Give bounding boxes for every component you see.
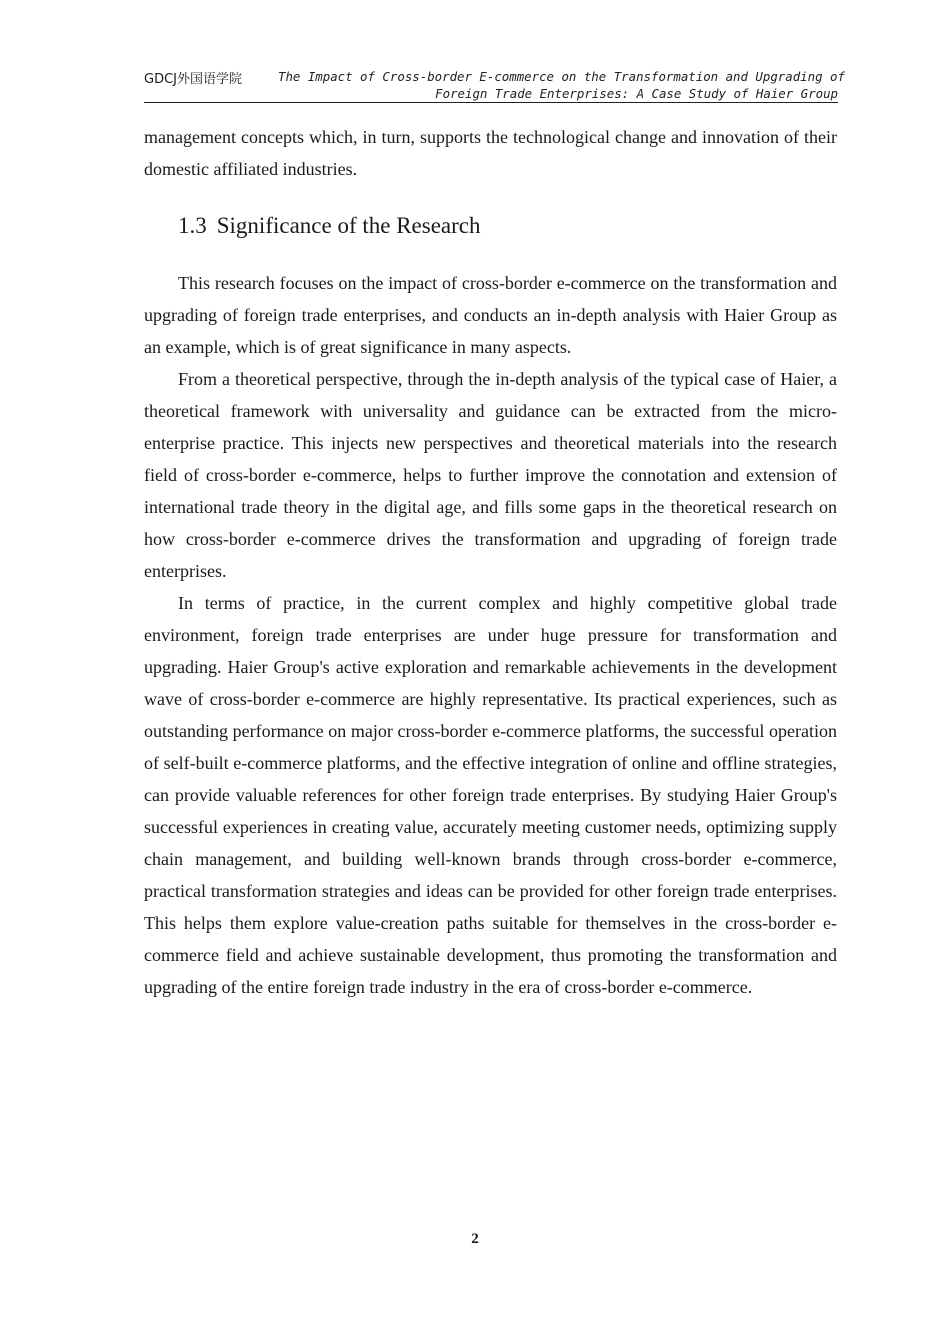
institution-name: GDCJ外国语学院: [144, 72, 242, 87]
section-title: Significance of the Research: [216, 213, 481, 238]
continuation-paragraph: management concepts which, in turn, supports the technological change and innovation of their domestic affiliated industries.: [144, 127, 837, 179]
body-paragraph: In terms of practice, in the current complex and highly competitive global trade environment, foreign trade enterprises are under huge pressure for transformation and upgrading. Haier Group's active exploration and remarkable achievements in the development wave of cross-border e-commerce are highly representative. Its practical experiences, such as outstanding performance on major cross-border e-commerce platforms, the successful operation of self-built e-commerce platforms, and the effective integration of online and offline strategies, can provide valuable references for other foreign trade enterprises. By studying Haier Group's successful experiences in creating value, accurately meeting customer needs, optimizing supply chain management, and building well-known brands through cross-border e-commerce, practical transformation strategies and ideas can be provided for other foreign trade enterprises. This helps them explore value-creation paths suitable for themselves in the cross-border e-commerce field and achieve sustainable development, thus promoting the transformation and upgrading of the entire foreign trade industry in the era of cross-border e-commerce.: [144, 593, 837, 997]
body-paragraph: This research focuses on the impact of cross-border e-commerce on the transformation and upgrading of foreign trade enterprises, and conducts an in-depth analysis with Haier Group as an example, which is of great significance in many aspects.: [144, 273, 837, 357]
running-title: [278, 68, 845, 102]
body-paragraph: From a theoretical perspective, through the in-depth analysis of the typical case of Haier, a theoretical framework with universality and guidance can be extracted from the micro-enterprise practice. This injects new perspectives and theoretical materials into the research field of cross-border e-commerce, helps to further improve the connotation and extension of international trade theory in the digital age, and fills some gaps in the theoretical research on how cross-border e-commerce drives the transformation and upgrading of foreign trade enterprises.: [144, 369, 837, 581]
section-number: 1.3: [178, 213, 207, 238]
running-title-line-1: The Impact of Cross-border E-commerce on the Transformation and Upgrading of: [278, 69, 845, 84]
page-header: [144, 66, 845, 103]
section-heading: [144, 211, 837, 241]
page-body: [144, 121, 837, 1003]
page-number: 2: [471, 1231, 479, 1247]
running-title-line-2: Foreign Trade Enterprises: A Case Study of Haier Group: [435, 86, 838, 101]
